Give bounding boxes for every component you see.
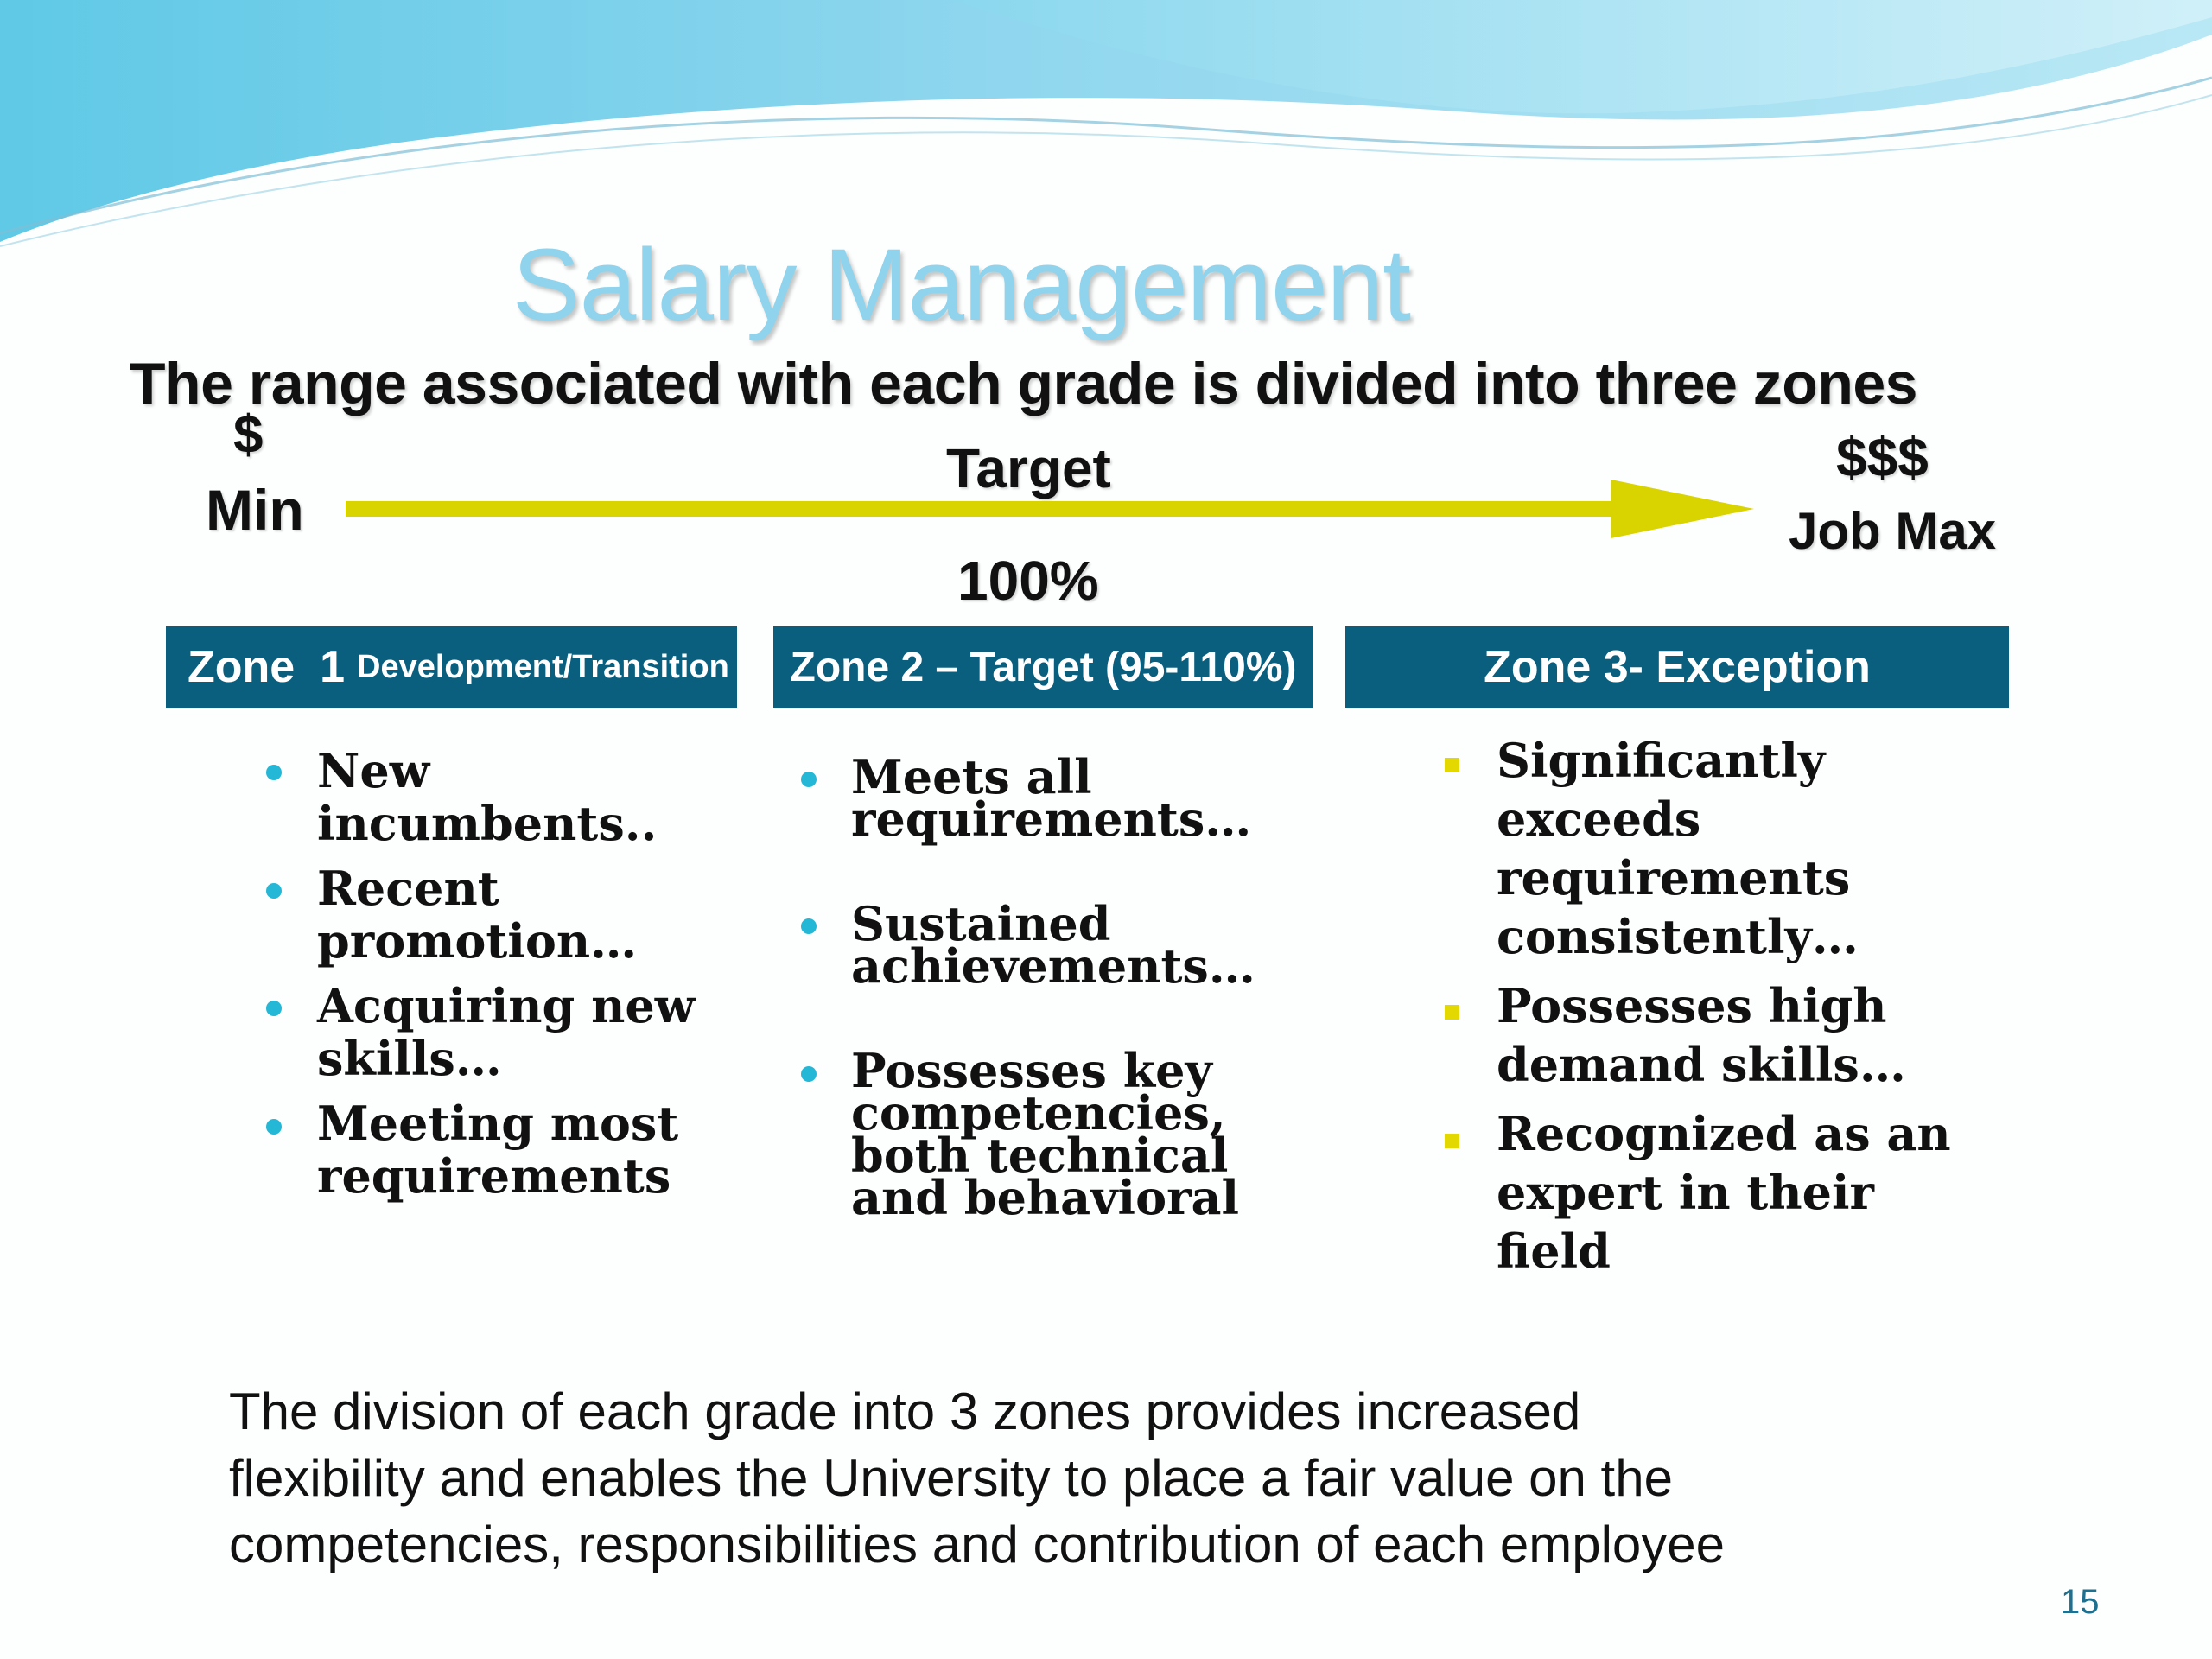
- zone-2-item-3-line-3: both technical: [851, 1128, 1229, 1183]
- zone-1-item-2-line-1: Recent: [317, 861, 499, 916]
- zone-2-item-2-line-2: achievements…: [851, 938, 1255, 994]
- zone-3-item-3-line-1: Recognized as an: [1497, 1106, 1951, 1161]
- slide-title: Salary Management: [512, 228, 1410, 342]
- max-label: Job Max: [1789, 502, 1997, 560]
- page-number: 15: [2061, 1583, 2100, 1621]
- zone-1-item-3-line-1: Acquiring new: [317, 978, 696, 1033]
- bullet-dot-icon: [266, 883, 282, 899]
- zone-2-item-3-line-1: Possesses key: [851, 1043, 1212, 1098]
- bullet-dot-icon: [266, 765, 282, 780]
- zone-1-item-4-line-1: Meeting most: [317, 1096, 679, 1151]
- zone-2-item-1-line-2: requirements…: [851, 791, 1252, 847]
- zone-3-item-2-line-2: demand skills…: [1497, 1037, 1906, 1092]
- bullet-dot-icon: [801, 772, 817, 787]
- zone-3-item-1-line-4: consistently…: [1497, 909, 1859, 964]
- zone-1-title: Zone 1: [188, 642, 346, 692]
- footer-line-1: The division of each grade into 3 zones provides increased: [229, 1382, 1581, 1440]
- bullet-dot-icon: [801, 1066, 817, 1082]
- zone-1-item-1-line-2: incumbents..: [317, 796, 658, 851]
- bullet-square-icon: [1445, 1134, 1459, 1148]
- footer-paragraph: [229, 1378, 1957, 1578]
- zone-1-subtitle: Development/Transition: [357, 648, 729, 685]
- zone-1-item-1-line-1: New: [317, 743, 430, 798]
- zone-2-item-3-line-4: and behavioral: [851, 1170, 1240, 1225]
- zone-3-item-3-line-2: expert in their: [1497, 1165, 1874, 1220]
- zone-2-title: Zone 2 – Target (95-110%): [790, 644, 1297, 690]
- target-value: 100%: [957, 550, 1099, 612]
- zone-3-header: [1345, 626, 2009, 708]
- zone-2-header: [773, 626, 1313, 708]
- zone-3-item-1-line-3: requirements: [1497, 850, 1851, 906]
- bullet-dot-icon: [266, 1119, 282, 1135]
- zone-3-item-1-line-1: Significantly: [1497, 733, 1826, 788]
- zone-1-item-2-line-2: promotion…: [317, 913, 638, 969]
- zone-3-item-2-line-1: Possesses high: [1497, 978, 1887, 1033]
- max-symbol: $$$: [1836, 426, 1929, 488]
- zone-1-item-4-line-2: requirements: [317, 1148, 671, 1204]
- zone-3-item-1-line-2: exceeds: [1497, 791, 1701, 847]
- footer-line-3: competencies, responsibilities and contribution of each employee: [229, 1516, 1726, 1573]
- min-label: Min: [206, 478, 304, 542]
- target-label: Target: [946, 437, 1111, 499]
- header-wave-decoration: [0, 0, 2212, 259]
- zone-2-item-2-line-1: Sustained: [851, 896, 1111, 951]
- bullet-square-icon: [1445, 1005, 1459, 1020]
- range-arrow: [346, 480, 1754, 540]
- zone-3-title: Zone 3- Exception: [1484, 642, 1871, 692]
- zone-2-item-3-line-2: competencies,: [851, 1085, 1226, 1141]
- zone-1-item-3-line-2: skills…: [317, 1031, 502, 1086]
- zone-1-header: [166, 626, 737, 708]
- bullet-dot-icon: [801, 918, 817, 934]
- min-symbol: $: [233, 405, 264, 465]
- bullet-square-icon: [1445, 758, 1459, 772]
- zone-2-item-1-line-1: Meets all: [851, 749, 1092, 804]
- zone-3-item-3-line-3: field: [1497, 1224, 1611, 1279]
- slide-subtitle: The range associated with each grade is divided into three zones: [130, 351, 1917, 416]
- bullet-dot-icon: [266, 1001, 282, 1016]
- footer-line-2: flexibility and enables the University to place a fair value on the: [229, 1449, 1673, 1507]
